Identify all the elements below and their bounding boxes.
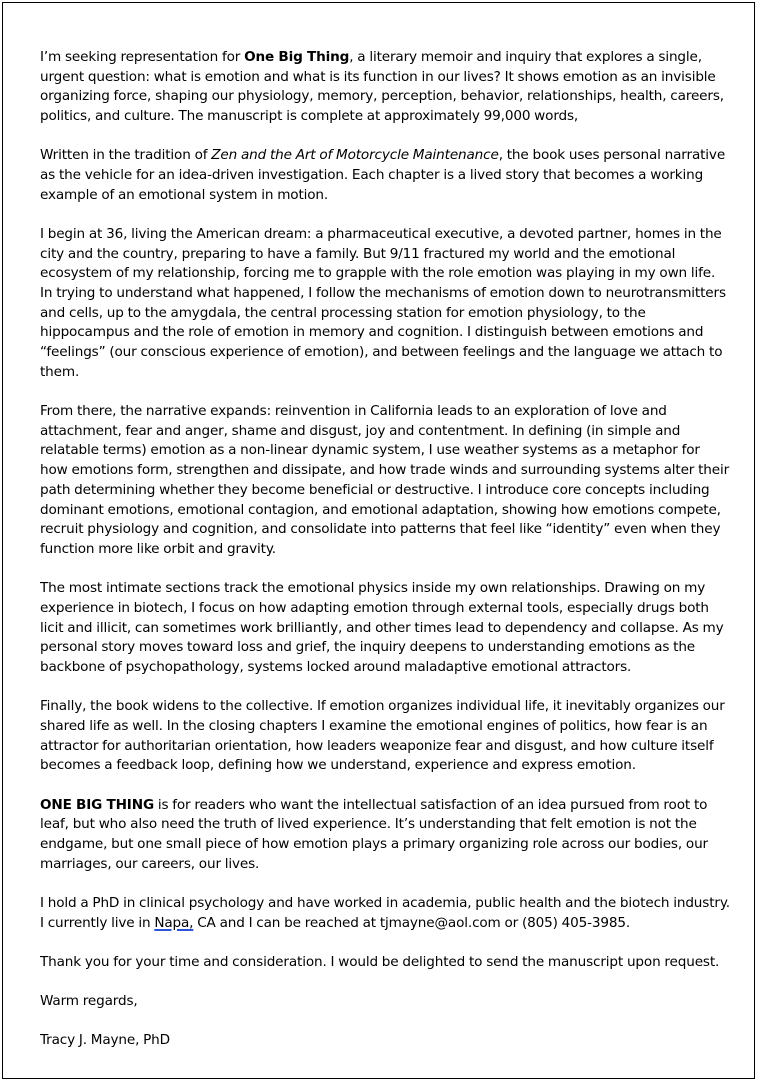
- paragraph-expansion: From there, the narrative expands: reinvention in California leads to an exploration of love and attachment, fear and anger, shame and disgust, joy and contentment. In defining (in simple and relatable terms) emotion as a non-linear dynamic system, I use weather systems as a metaphor for how emotions form, strengthen and dissipate, and how trade winds and surrounding systems alter their path determining whether they become beneficial or destructive. I introduce core concepts including dominant emotions, emotional contagion, and emotional adaptation, showing how emotions compete, recruit physiology and cognition, and consolidate into patterns that feel like “identity” even when they function more like orbit and gravity.: [40, 403, 730, 557]
- book-reference-italic: Zen and the Art of Motorcycle Maintenance: [211, 147, 499, 164]
- paragraph-readers: ONE BIG THING is for readers who want the intellectual satisfaction of an idea pursued from root to leaf, but who also need the truth of lived experience. It’s understanding that felt emotion is not the endgame, but one small piece of how emotion plays a primary organizing role across our bodies, our marriages, our careers, our lives.: [40, 796, 708, 872]
- paragraph-thanks: Thank you for your time and consideration. I would be delighted to send the manuscript upon request.: [40, 953, 720, 970]
- closing: Warm regards,: [40, 992, 138, 1009]
- paragraph-collective: Finally, the book widens to the collective. If emotion organizes individual life, it inevitably organizes our shared life as well. In the closing chapters I examine the emotional engines of politics, how fear is an attractor for authoritarian orientation, how leaders weaponize fear and disgust, and how culture itself becomes a feedback loop, defining how we understand, experience and express emotion.: [40, 698, 725, 774]
- book-title-bold: One Big Thing: [244, 49, 350, 65]
- paragraph-beginning: I begin at 36, living the American dream: a pharmaceutical executive, a devoted partner, homes in the city and the country, preparing to have a family. But 9/11 fractured my world and the emotional ecosystem of my relationship, forcing me to grapple with the role emotion was playing in my own life. In trying to understand what happened, I follow the mechanisms of emotion down to neurotransmitters and cells, up to the amygdala, the central processing station for emotion physiology, to the hippocampus and the role of emotion in memory and cognition. I distinguish between emotions and “feelings” (our conscious experience of emotion), and between feelings and the language we attach to them.: [40, 225, 726, 380]
- signature: Tracy J. Mayne, PhD: [40, 1032, 170, 1049]
- document-page: [2, 2, 755, 1079]
- napa-spellcheck-word: Napa,: [154, 914, 194, 931]
- book-title-caps: ONE BIG THING: [40, 796, 154, 813]
- paragraph-bio: I hold a PhD in clinical psychology and have worked in academia, public health and the biotech industry. I currently live in Napa, CA and I can be reached at tjmayne@aol.com or (805) 405-3985.: [40, 894, 730, 931]
- paragraph-intro: I’m seeking representation for One Big Thing, a literary memoir and inquiry that explores a single, urgent question: what is emotion and what is its function in our lives? It shows emotion as an invisible organizing force, shaping our physiology, memory, perception, behavior, relationships, health, careers, politics, and culture. The manuscript is complete at approximately 99,000 words,: [40, 49, 724, 125]
- query-letter: [40, 48, 730, 1070]
- paragraph-intimate: The most intimate sections track the emotional physics inside my own relationships. Drawing on my experience in biotech, I focus on how adapting emotion through external tools, especially drugs both licit and illicit, can sometimes work brilliantly, and other times lead to dependency and collapse. As my personal story moves toward loss and grief, the inquiry deepens to understanding emotions as the backbone of psychopathology, systems locked around maladaptive emotional attractors.: [40, 580, 724, 675]
- paragraph-tradition: Written in the tradition of Zen and the Art of Motorcycle Maintenance, the book uses personal narrative as the vehicle for an idea-driven investigation. Each chapter is a lived story that becomes a working example of an emotional system in motion.: [40, 147, 726, 203]
